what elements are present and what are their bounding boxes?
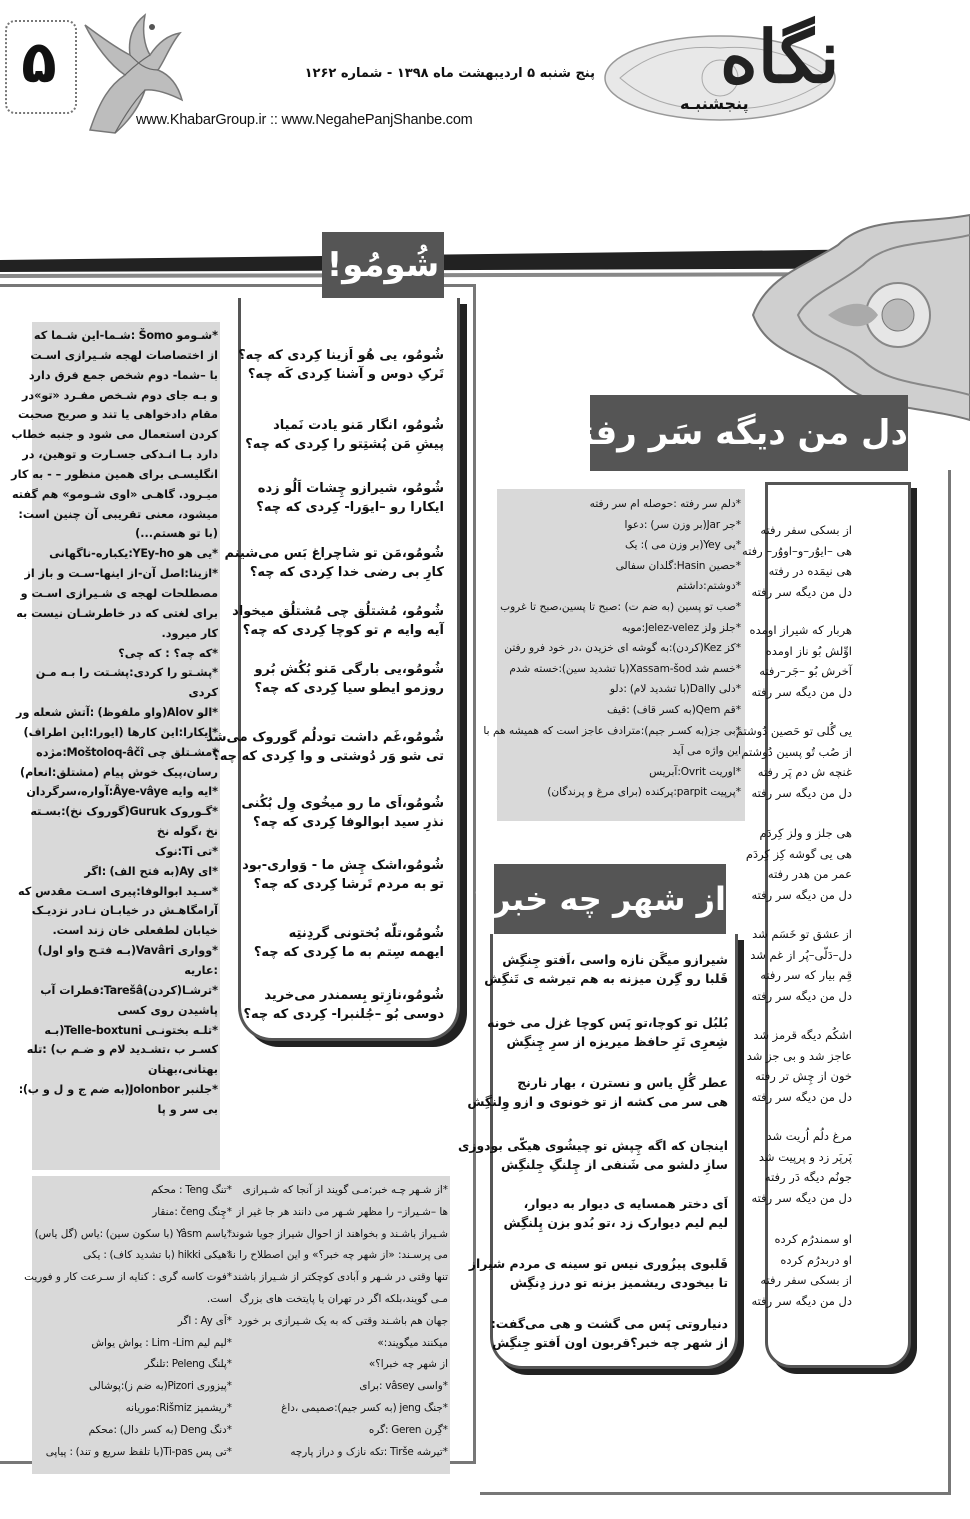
poem-line: پیشِ مَن پُشتِتو را کِردی که چه؟	[245, 437, 444, 452]
glossary-line: *اَی Ay : اگر	[177, 1314, 232, 1327]
poem-line: قَلبوی پیزُوری نیس تو سینه ی مردم شیراز	[468, 1256, 728, 1271]
poem-line: قِم بیار که سر رفته	[760, 968, 852, 982]
poem-line: پَرپَر زد و پرپیت شد	[758, 1149, 852, 1164]
poem-line: هربار که شیراز اومده	[749, 623, 852, 637]
poem-line: از بسکی سفر رفته	[760, 523, 852, 537]
shomo-title: شُومُو!	[322, 232, 444, 298]
glossary-line: *ایکارا:این کارها (ایورا:این اطراف)	[23, 725, 218, 739]
poem-line: تَرکِ دوس و آشنا کِردی کَه چه؟	[247, 367, 444, 382]
glossary-line: مقام دادخواهی یا تند و صریح صحبت	[18, 408, 218, 422]
glossary-line: *تی Ti:نوک	[155, 844, 218, 858]
logo-text: نگاه	[720, 14, 840, 99]
delman-bottom-border	[480, 1492, 950, 1495]
glossary-line: *اوریت Ovrit:آبریس	[649, 765, 741, 778]
poem-line: شُومُو،تلّه بُختونی گردِنتِه	[288, 926, 444, 941]
glossary-line: کسـر ب ،تشـدید لام و ضـم ب) :تله	[26, 1043, 218, 1057]
poem-line: از بسکی سفر رفته	[760, 1273, 852, 1287]
glossary-line: *تلـه بختونـی Telle-boxtuni(بـه	[44, 1023, 218, 1037]
glossary-line: *جر Jar(بر وزن سر) :دعوا	[624, 518, 741, 531]
glossary-line: *خسم شد Xassam-šod(با تشدید سین):خسته شدم	[509, 662, 741, 675]
glossary-line: *فوت کاسه گری : کنایه از سـرعت کار و فوریت	[24, 1271, 232, 1284]
poem-line: هی سر می کشه از تو خونوی و ازو وِلنگِش	[467, 1094, 728, 1109]
poem-line: دل من دیگه سر رفته	[751, 584, 852, 599]
poem-line: اشکُم دیگه قرمز شد	[753, 1028, 852, 1042]
poem-line: شُومُو،اَی ما رو میخُوی وِل بُکُنی	[241, 796, 444, 811]
poem-line: شُومُو، مُشتلُق چی مُشتلُق میخواد	[232, 604, 444, 619]
poem-line: شُومُو،نازِتو بِسمندر می‌خرید	[264, 988, 444, 1003]
glossary-line: *تی پس Ti-pas(با تلفظ سریع و تند) : پیاپی	[45, 1445, 232, 1458]
logo-subtitle: پنجشنبـه	[680, 94, 749, 113]
glossary-line: میکنند میگویند:»	[377, 1336, 448, 1349]
glossary-line: *هیکی hikki (با تشدید کاف) : یکی	[83, 1249, 232, 1262]
poem-line: او دربدرُم کرده	[780, 1252, 852, 1267]
glossary-line: نخ ،گوله نخ	[156, 825, 218, 839]
glossary-line: کردن استعمال می شود و جنبه خطاب	[11, 428, 218, 442]
glossary-line: این واژه می آید	[672, 745, 741, 758]
glossary-line: *دوشتم:داشتم	[676, 580, 741, 593]
glossary-line: میشود، معنی تقریبی آن چنین است:	[18, 507, 218, 521]
glossary-line: *بی جز(به کسـر جیم):مترادف عاجز است که همیشه هم با	[483, 724, 741, 737]
poem-line: شُومُو،اشک چِش ما - وَواری-بود	[242, 858, 444, 873]
poem-line: دل من دیگه سر رفته	[751, 1190, 852, 1205]
glossary-line: جهان هم باشـند وقتی که به یک شـیرازی بر خورد	[237, 1314, 448, 1327]
poem-line: اینجان که اگه چِپش تو چیشُوی هیکّی بودوزی	[457, 1138, 728, 1153]
poem-line: دل من دیگه سر رفته	[751, 1293, 852, 1308]
poem-line: شُومُو، یی هُو اَزینا کِردی که چه؟	[238, 348, 444, 363]
poem-line: دل من دیگه سر رفته	[751, 988, 852, 1003]
shahr-title: از شهر چه خبر؟	[494, 864, 726, 934]
masthead-logo	[600, 14, 860, 138]
poem-line: آخرش بُو –جَر–رفته	[759, 664, 852, 678]
glossary-line: *دلم سر رفته :حوصله ام سر رفته	[589, 498, 741, 510]
glossary-line: است.	[206, 1292, 232, 1305]
poem-line: یی گُلی تو حَصین دُوشتم	[735, 724, 852, 738]
glossary-line: *سـید ابوالوفا:پیری اسـت مقدس که	[17, 884, 218, 898]
poem-line: لیم لیم دیوارک زد ،تو بُدو بزن پِلنگِش	[503, 1215, 728, 1230]
glossary-line: *که چه؟ : که چی؟	[118, 646, 218, 660]
poem-line: شُومُو، شیرازو چِشات اَلُو زده	[257, 481, 444, 496]
glossary-line: *از شـهر چـه خبر:مـی گویند از آنجا که شـیرازی	[242, 1184, 448, 1196]
poem-line: نذرِ سید ابوالوفا کِردی که چه؟	[253, 815, 444, 830]
glossary-line: *ایه وایه Âye-vâye:آواره،سرگردان	[26, 785, 218, 799]
glossary-line: *جنگ jeng (به کسر جیم):صمیمی ،داغ	[281, 1401, 448, 1414]
poem-line: هی یی گوشه کِز کِردَم	[745, 846, 852, 861]
website-urls: www.KhabarGroup.ir :: www.NegahePanjShanbe.com	[136, 112, 473, 128]
glossary-line: *دلی Dally(با تشدید لام) :دلو	[609, 683, 741, 696]
glossary-line: با –شما- دوم شخص جمع فرق دارد	[28, 368, 218, 382]
poem-line: شُومُو، انگار مَنو یادت نَمیاد	[273, 418, 444, 433]
poem-line: آیه وایه م تو کوچا کِردی که چه؟	[242, 623, 444, 638]
shahr-poem	[457, 950, 728, 1354]
glossary-line: *یی هو YEy-ho:یکباره-ناگهانی	[49, 547, 218, 561]
glossary-line: خیابان لطفعلی خان زند است.	[52, 924, 218, 938]
glossary-line: *کز Kez(کردن):به گوشه ای خزیدن ،در خود فرو رفتن	[504, 642, 741, 655]
poem-line: او سمندرُم کرده	[774, 1232, 852, 1246]
glossary-line: بهتانی،بهتان	[147, 1063, 218, 1077]
shahr-intro-notes	[227, 1180, 448, 1463]
poem-line: جونُم دیگه دَر رفته	[764, 1170, 852, 1184]
glossary-line: کار میرود.	[161, 626, 218, 640]
glossary-line: *ای Ay(به فتح الف) :اگر	[84, 864, 218, 878]
poem-line: هی –ایوُر–و–اووُر– رفته	[742, 543, 852, 558]
poem-line: اوِّلش بُو ناز اومده	[765, 643, 852, 658]
glossary-line: *جلز ولز Jelez-velez:مویه	[621, 621, 741, 634]
glossary-line: *ترشـا(کردن)Tarešâ:قطرات آب	[40, 983, 218, 997]
poem-line: خون از چِش تر رفته	[755, 1069, 852, 1083]
glossary-line: *مشـتلق چی Moštoloq-âčî:مژده	[36, 745, 218, 759]
delman-title: دل من دیگه سَر رفته!	[590, 395, 908, 471]
poem-line: از صُب تُو پسین دُوشتم	[741, 744, 852, 759]
glossary-line: *یی Yey(بر وزن می ): یک	[625, 539, 741, 552]
glossary-line: کردی	[188, 686, 218, 700]
arabesque-ornament-icon	[748, 205, 970, 425]
poem-line: کارِ بی رضی خدا کِردی که چه؟	[249, 565, 444, 580]
glossary-line: انگلیسـی برای همین منظور – - به کار	[11, 467, 218, 481]
glossary-line: *دنگ Deng (به کسر دال) :محکم	[88, 1423, 232, 1436]
issue-date-line: پنج شنبه ۵ اردیبهشت ماه ۱۳۹۸ - شماره ۱۲۶۲	[304, 66, 595, 81]
poem-line: شِعرِی تَرِ حافظ میریزه از سرِ چِنگِش	[506, 1034, 728, 1049]
poem-line: عطر گُلِ یاس و نسترن ، بهار نارنج	[517, 1075, 728, 1090]
glossary-line: :عاریه	[184, 964, 218, 977]
glossary-line: از شهر چه خبرا؟»	[368, 1358, 448, 1371]
glossary-line: *تنگ Teng : محکم	[151, 1184, 232, 1196]
glossary-line: *پشـتو را کردی:پشـتت را بـه مـن	[35, 666, 218, 680]
glossary-line: مصطلحات لهجه ی شـیرازی اسـت و	[20, 586, 218, 600]
delman-poem	[735, 520, 852, 1313]
glossary-line: *تیرشه Tirše :تکه نازک و دراز پارچه	[290, 1445, 448, 1458]
delman-glossary	[483, 494, 741, 803]
glossary-line: ها –شـیراز– را مظهر شـهر می دانند هر جا غیر از	[236, 1205, 448, 1218]
poem-line: ایهمه سِتم به ما کِردی که چه؟	[253, 945, 444, 960]
poem-line: شُومُو،غَم داشت تودلُم گوروک می‌شد	[206, 730, 444, 745]
poem-line: دل من دیگه سر رفته	[751, 887, 852, 902]
poem-line: دل من دیگه سر رفته	[751, 684, 852, 699]
poem-line: دوسی بُو –جُلنبرا- کِردی که چه؟	[243, 1007, 444, 1022]
poem-line: شیرازو میگَن نازه واسی ،اَفتو جِنگِش	[502, 952, 728, 967]
glossary-line: *گـوروک Guruk(گوروک نخ):بسـته	[30, 805, 218, 819]
glossary-line: *گِرن Geren :گره	[368, 1423, 448, 1436]
glossary-line: پاشیدن روی کسی	[117, 1003, 218, 1017]
glossary-line: *پرپیت parpit:پرکنده (برای مرغ و پرندگان)	[547, 786, 741, 799]
poem-line: تو به مردم تَرشا کِردی که چه؟	[253, 877, 444, 892]
glossary-line: از اختصاصات لهجه شـیرازی اسـت	[30, 348, 218, 362]
glossary-line: و بـه جای دوم شـخص مفـرد «تو»در	[21, 388, 218, 402]
poem-line: مرغ دلُم اُریت شد	[766, 1129, 852, 1143]
poem-line: بُلبُل تو کوچا،تو پَس کوچا غزل می خونه	[487, 1015, 728, 1030]
glossary-line: برای لغتی که در خاطرشـان نیست به	[16, 606, 218, 620]
poem-line: غنچه ش دم پَر رفته	[757, 765, 852, 779]
glossary-line: تنها وقتی در شـهر و آبادی کوچکتر از شـیراز باشند	[232, 1271, 448, 1284]
glossary-line: میـرود. گاهـی «اوی شـومو» هم گفته	[11, 487, 218, 501]
poem-line: هی جلز و ولز کِردَم	[759, 826, 852, 840]
glossary-line: دارد بـا انـدکی جسـارت و توهین، در	[22, 448, 218, 462]
glossary-line: (با تو هستم...)	[135, 527, 218, 541]
glossary-line: می پرسـند: «از شهر چه خبر؟» و این اصطلاح را نه	[227, 1249, 448, 1262]
glossary-line: *جلنبر Jolonbor(به ضم ج و ل و ب):	[18, 1083, 218, 1097]
glossary-line: *قم Qem(به کسر قاف) :قیف	[607, 703, 741, 716]
glossary-line: *پلنگ Peleng :تلنگر	[144, 1358, 232, 1371]
poem-line: روزمو ایطو سیا کِردی که چه؟	[254, 681, 444, 696]
poem-line: عاجز شد و بی جز شد	[746, 1048, 852, 1063]
poem-line: سازِ دلشو می شَنفی از چِلنگِ جِلنگِش	[500, 1157, 728, 1172]
delman-right-border	[948, 470, 951, 1495]
poem-line: ایکارا رو –ایوَرا- کِردی که چه؟	[256, 500, 444, 515]
glossary-line: *لیم لیم Lim -Lim : یواش یواش	[91, 1336, 232, 1349]
glossary-line: بی سر و پا	[157, 1102, 218, 1116]
glossary-line: *صب تو پسین (به ضم ت) :صبح تا پسین،صبح تا غروب	[500, 600, 741, 613]
poem-line: از عشق تو خَسَم شد	[752, 927, 852, 941]
glossary-line: *شـومو Šomo :شـما-این شـما که	[33, 329, 218, 342]
shahr-glossary	[24, 1180, 232, 1463]
page-number: ۵	[21, 28, 57, 96]
poem-line: هی نیمَده در رفته	[768, 564, 852, 578]
poem-line: دنیاروتی پَس می گشت و هی می‌گفت:	[490, 1316, 728, 1331]
shomo-glossary	[11, 326, 218, 1120]
glossary-line: *حصین Hasin:گلدان سفالی	[615, 559, 741, 572]
poem-line: تا بیخودی ریشمیز بزنه تو درز دِنگِش	[509, 1275, 728, 1290]
glossary-line: *پیزوری Pizori(به ضم ز):پوشالی	[88, 1380, 232, 1393]
glossary-line: *وواری Vavâri(بـه فتـح واو اول)	[37, 944, 218, 958]
glossary-line: *چِنگ čeng :منقار	[152, 1205, 232, 1218]
poem-line: شُومُو،یی بارگی مَنو بُکُش بُرو	[254, 662, 444, 677]
poem-line: اَی دختر همسایه ی دیوار به دیوار،	[523, 1196, 728, 1211]
glossary-line: شـیراز باشـند و بخواهند از احوال شیراز جویا شوند،	[227, 1227, 448, 1240]
poem-line: دل من دیگه سر رفته	[751, 1089, 852, 1104]
poem-line: تی شو وَر دُوشتی و وا کِردی که چه؟	[212, 749, 444, 764]
glossary-line: *ریشمیز Rišmiz:موریانه	[125, 1401, 232, 1414]
shomo-poem	[206, 346, 444, 1026]
poem-line: شُومُو،مَن تو شاچراغ بَس می‌شینم	[224, 546, 444, 561]
poem-line: دل–دَلّی–پُر از غم شد	[750, 947, 852, 962]
glossary-line: *یاسم Yâsm (با سکون سین) :یاس (گل یاس)	[34, 1227, 232, 1240]
glossary-line: رسان،پیک خوش پیام (مشتلق:انعام)	[19, 765, 218, 779]
glossary-line: مـی گویند،بلکه اگر در تهران یا پایتخت های بزرگ	[239, 1292, 448, 1305]
glossary-line: *ازینا:اصل آن-از اینها-سـت و باز از	[24, 567, 218, 581]
poem-line: دل من دیگه سر رفته	[751, 785, 852, 800]
glossary-line: *الو Alov(واو ملفوظ) :آتش شعله ور	[16, 706, 218, 720]
poem-line: از شهر چه خبر؟قربون اون اَفتو جِنگِش	[492, 1335, 728, 1350]
poem-line: قَلبا رو گِرن میزنه به هم تیرشه ی تَنگِش	[484, 971, 728, 986]
poem-line: عمر من هدر رفته	[767, 867, 852, 881]
glossary-line: *واسی vâsey :برای	[359, 1380, 448, 1393]
glossary-line: آرامگاهـش در خیابـان نـادر نزدیـک	[31, 904, 218, 918]
